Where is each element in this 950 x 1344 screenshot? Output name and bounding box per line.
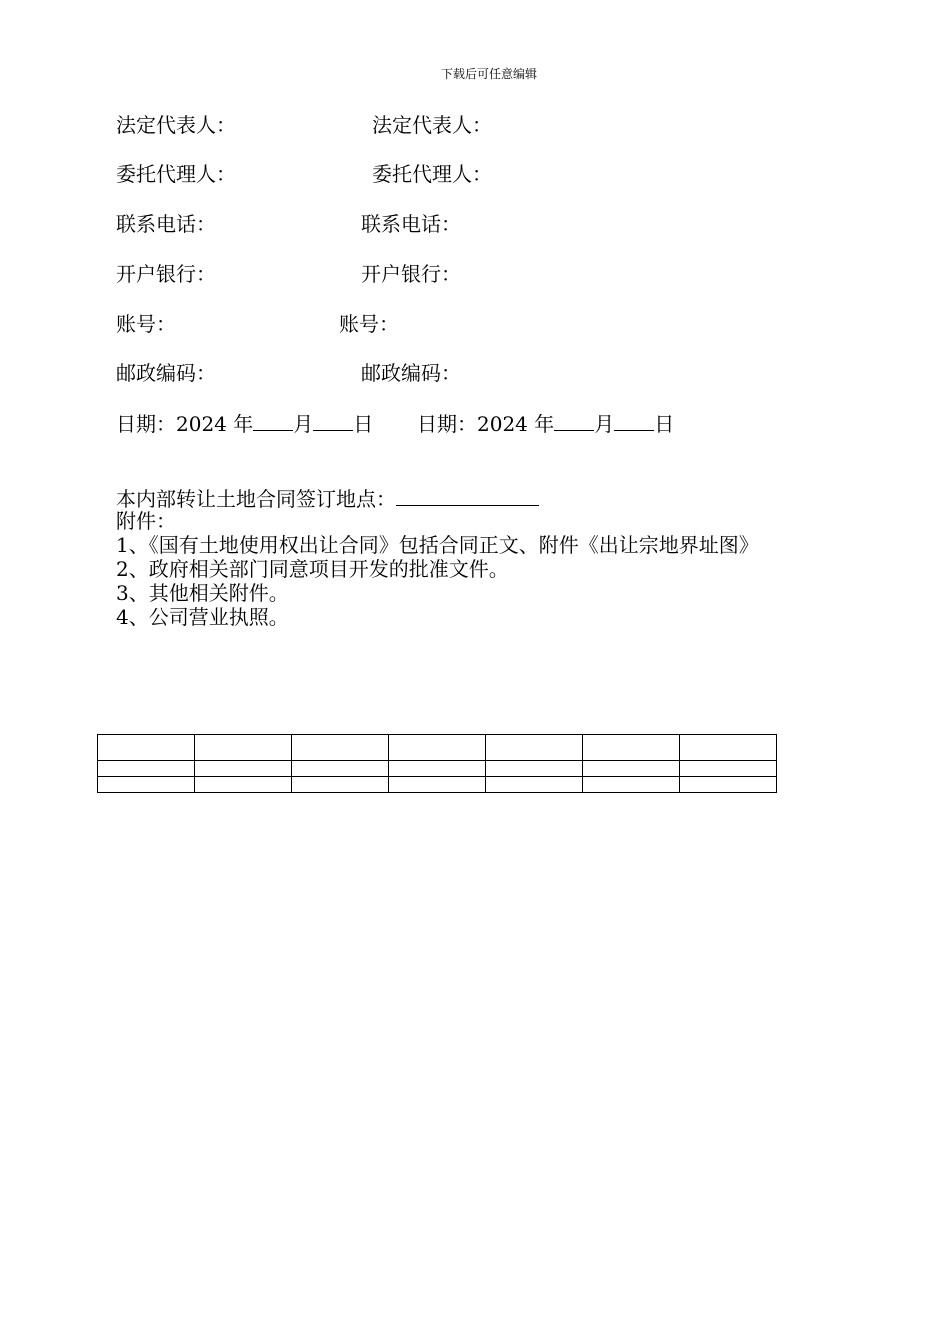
right-authorized-agent-label: 委托代理人：: [372, 162, 492, 186]
table-cell: [680, 735, 777, 761]
attachment-item-2: 2、政府相关部门同意项目开发的批准文件。: [116, 557, 509, 581]
signing-place-label: 本内部转让土地合同签订地点：: [116, 487, 396, 511]
signing-place-line: [116, 485, 759, 509]
right-account-label: 账号：: [339, 312, 399, 336]
right-day-blank: [614, 410, 654, 431]
left-bank-label: 开户银行：: [116, 262, 216, 286]
right-date-day: 日: [654, 412, 675, 436]
table-row: [98, 735, 777, 761]
table-cell: [486, 777, 583, 793]
table-row: [98, 777, 777, 793]
right-postcode-label: 邮政编码：: [361, 361, 461, 385]
attachments-section: [116, 485, 759, 629]
table-cell: [583, 735, 680, 761]
left-date-month: 月: [293, 412, 314, 436]
table-cell: [680, 761, 777, 777]
table-cell: [98, 761, 195, 777]
right-legal-representative-label: 法定代表人：: [372, 113, 492, 137]
right-month-blank: [554, 410, 594, 431]
right-date-prefix: 日期：2024 年: [417, 412, 555, 436]
left-day-blank: [313, 410, 353, 431]
table-cell: [195, 735, 292, 761]
attachments-heading: 附件：: [116, 509, 176, 533]
left-date-line: [116, 410, 373, 437]
left-legal-representative-label: 法定代表人：: [116, 113, 236, 137]
left-authorized-agent-label: 委托代理人：: [116, 162, 236, 186]
left-date-day: 日: [353, 412, 374, 436]
right-date-line: [417, 410, 674, 437]
table-cell: [486, 761, 583, 777]
table-cell: [486, 735, 583, 761]
table-cell: [389, 761, 486, 777]
table-cell: [389, 735, 486, 761]
header-note: 下载后可任意编辑: [440, 67, 537, 81]
left-month-blank: [253, 410, 293, 431]
right-bank-label: 开户银行：: [361, 262, 461, 286]
table-cell: [583, 777, 680, 793]
left-account-label: 账号：: [116, 312, 176, 336]
attachment-item-1: 1、《国有土地使用权出让合同》包括合同正文、附件《出让宗地界址图》: [116, 533, 759, 557]
table-cell: [195, 761, 292, 777]
left-postcode-label: 邮政编码：: [116, 361, 216, 385]
attachment-item-3: 3、其他相关附件。: [116, 581, 289, 605]
empty-table: [97, 734, 777, 793]
table-cell: [98, 735, 195, 761]
attachment-item-4: 4、公司营业执照。: [116, 605, 289, 629]
right-phone-label: 联系电话：: [361, 212, 461, 236]
table-cell: [292, 777, 389, 793]
table-cell: [583, 761, 680, 777]
table-cell: [292, 735, 389, 761]
signing-place-blank: [396, 485, 539, 506]
table-row: [98, 761, 777, 777]
right-date-month: 月: [594, 412, 615, 436]
table-cell: [680, 777, 777, 793]
left-phone-label: 联系电话：: [116, 212, 216, 236]
table-cell: [389, 777, 486, 793]
table-cell: [195, 777, 292, 793]
left-date-prefix: 日期：2024 年: [116, 412, 254, 436]
table-cell: [292, 761, 389, 777]
table-cell: [98, 777, 195, 793]
